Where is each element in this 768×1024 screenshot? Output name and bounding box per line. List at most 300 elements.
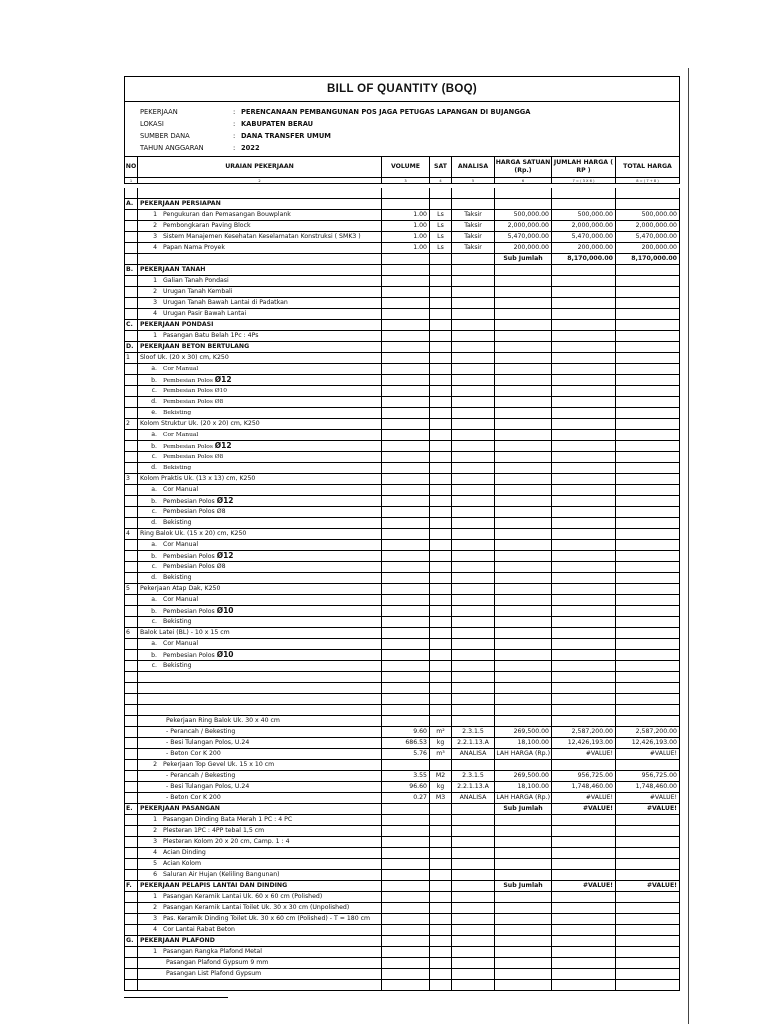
cell-sat	[429, 650, 451, 661]
cell-total-harga	[615, 837, 680, 848]
cell-uraian	[137, 936, 381, 947]
table-row	[124, 672, 680, 683]
cell-total-harga	[615, 276, 680, 287]
cell-harga-satuan	[494, 452, 551, 463]
cell-analisa: 2.2.1.13.A	[451, 782, 494, 793]
cell-sat	[429, 254, 451, 265]
cell-volume	[381, 683, 429, 694]
cell-volume	[381, 441, 429, 452]
cell-jumlah-harga	[551, 452, 615, 463]
cell-uraian	[137, 804, 381, 815]
info-value: PERENCANAAN PEMBANGUNAN POS JAGA PETUGAS LAPANGAN DI BUJANGGA	[241, 108, 531, 116]
description-text: PEKERJAAN TANAH	[140, 266, 206, 273]
cell-harga-satuan	[494, 463, 551, 474]
cell-sat	[429, 606, 451, 617]
cell-analisa	[451, 628, 494, 639]
cell-harga-satuan	[494, 584, 551, 595]
cell-analisa	[451, 254, 494, 265]
cell-no	[124, 210, 137, 221]
cell-total-harga	[615, 826, 680, 837]
table-row	[124, 507, 680, 518]
bar-diameter-text: Ø10	[216, 650, 234, 659]
cell-no: 1	[124, 353, 137, 364]
cell-uraian	[137, 199, 381, 210]
cell-jumlah-harga	[551, 485, 615, 496]
cell-harga-satuan	[494, 320, 551, 331]
cell-jumlah-harga	[551, 815, 615, 826]
cell-uraian	[137, 694, 381, 705]
cell-analisa	[451, 969, 494, 980]
cell-uraian	[137, 738, 381, 749]
table-row	[124, 749, 680, 760]
cell-uraian	[137, 320, 381, 331]
header-jumlah-harga: JUMLAH HARGA ( RP )	[551, 156, 615, 178]
cell-sat	[429, 298, 451, 309]
cell-total-harga	[615, 870, 680, 881]
cell-total-harga	[615, 320, 680, 331]
cell-uraian	[137, 496, 381, 507]
header-uraian: URAIAN PEKERJAAN	[137, 156, 381, 178]
table-row	[124, 958, 680, 969]
cell-uraian	[137, 331, 381, 342]
cell-jumlah-harga	[551, 419, 615, 430]
cell-no	[124, 364, 137, 375]
table-row	[124, 738, 680, 749]
cell-harga-satuan	[494, 815, 551, 826]
cell-sat	[429, 430, 451, 441]
header-no: NO	[124, 156, 137, 178]
sub-number: e.	[151, 409, 157, 416]
cell-no: B.	[124, 265, 137, 276]
cell-uraian	[137, 397, 381, 408]
sub-number: a.	[151, 431, 157, 438]
cell-no	[124, 848, 137, 859]
cell-total-harga	[615, 507, 680, 518]
header-number: 7 = ( 3 X 6 )	[551, 178, 615, 184]
cell-no: 3	[124, 474, 137, 485]
sub-number: 4	[153, 244, 157, 251]
cell-harga-satuan	[494, 397, 551, 408]
cell-analisa	[451, 859, 494, 870]
sub-number: 2	[153, 761, 157, 768]
cell-analisa	[451, 815, 494, 826]
cell-volume: 5.76	[381, 749, 429, 760]
cell-volume	[381, 562, 429, 573]
cell-volume	[381, 419, 429, 430]
cell-harga-satuan	[494, 573, 551, 584]
cell-analisa	[451, 540, 494, 551]
cell-total-harga	[615, 496, 680, 507]
cell-sat	[429, 331, 451, 342]
sub-number: a.	[151, 596, 157, 603]
cell-uraian	[137, 617, 381, 628]
cell-jumlah-harga	[551, 540, 615, 551]
cell-sat	[429, 980, 451, 991]
cell-total-harga	[615, 265, 680, 276]
table-row	[124, 716, 680, 727]
description-text: Pasangan Rangka Plafond Metal	[163, 948, 262, 955]
cell-jumlah-harga	[551, 584, 615, 595]
description-text: PEKERJAAN PERSIAPAN	[140, 200, 221, 207]
description-text: Urugan Pasir Bawah Lantai	[163, 310, 247, 317]
description-text: Pembesian Polos	[163, 553, 217, 560]
cell-uraian	[137, 430, 381, 441]
cell-no	[124, 727, 137, 738]
sub-number: 1	[153, 816, 157, 823]
cell-total-harga	[615, 342, 680, 353]
cell-analisa	[451, 364, 494, 375]
table-row	[124, 342, 680, 353]
cell-jumlah-harga	[551, 507, 615, 518]
header-number: 3	[381, 178, 429, 184]
info-separator: :	[233, 132, 236, 140]
description-text: - Perancah / Bekesting	[166, 728, 236, 735]
table-row	[124, 936, 680, 947]
cell-uraian	[137, 881, 381, 892]
table-row	[124, 705, 680, 716]
cell-volume	[381, 826, 429, 837]
cell-sat	[429, 309, 451, 320]
cell-uraian	[137, 639, 381, 650]
cell-volume	[381, 947, 429, 958]
cell-volume	[381, 485, 429, 496]
cell-jumlah-harga: 500,000.00	[551, 210, 615, 221]
cell-jumlah-harga	[551, 430, 615, 441]
cell-uraian	[137, 870, 381, 881]
cell-harga-satuan	[494, 265, 551, 276]
cell-uraian	[137, 287, 381, 298]
cell-analisa: Taksir	[451, 221, 494, 232]
cell-volume	[381, 870, 429, 881]
cell-analisa	[451, 573, 494, 584]
table-row	[124, 254, 680, 265]
cell-harga-satuan	[494, 562, 551, 573]
cell-sat	[429, 551, 451, 562]
cell-jumlah-harga	[551, 397, 615, 408]
cell-total-harga: 1,748,460.00	[615, 782, 680, 793]
table-row	[124, 628, 680, 639]
cell-harga-satuan	[494, 661, 551, 672]
cell-no	[124, 243, 137, 254]
table-row	[124, 815, 680, 826]
cell-uraian	[137, 441, 381, 452]
cell-uraian	[137, 463, 381, 474]
cell-no: A.	[124, 199, 137, 210]
table-row	[124, 463, 680, 474]
cell-volume	[381, 595, 429, 606]
cell-uraian	[137, 507, 381, 518]
cell-total-harga: #VALUE!	[615, 793, 680, 804]
cell-sat: m²	[429, 727, 451, 738]
cell-analisa	[451, 518, 494, 529]
cell-jumlah-harga	[551, 870, 615, 881]
cell-sat	[429, 397, 451, 408]
table-row	[124, 188, 680, 199]
cell-analisa	[451, 595, 494, 606]
cell-volume	[381, 408, 429, 419]
cell-analisa	[451, 452, 494, 463]
info-separator: :	[233, 108, 236, 116]
cell-uraian	[137, 925, 381, 936]
cell-no	[124, 870, 137, 881]
cell-sat	[429, 760, 451, 771]
header-sat: SAT	[429, 156, 451, 178]
table-row	[124, 452, 680, 463]
cell-harga-satuan	[494, 331, 551, 342]
table-row	[124, 727, 680, 738]
table-row	[124, 804, 680, 815]
cell-total-harga	[615, 903, 680, 914]
cell-harga-satuan: 18,100.00	[494, 782, 551, 793]
cell-no	[124, 738, 137, 749]
cell-no	[124, 782, 137, 793]
table-row	[124, 562, 680, 573]
sub-number: 3	[153, 233, 157, 240]
cell-volume	[381, 903, 429, 914]
cell-harga-satuan	[494, 507, 551, 518]
cell-harga-satuan	[494, 342, 551, 353]
table-row	[124, 529, 680, 540]
sub-number: 1	[153, 893, 157, 900]
description-text: Cor Manual	[163, 541, 199, 548]
cell-total-harga	[615, 430, 680, 441]
cell-jumlah-harga	[551, 309, 615, 320]
sub-number: 6	[153, 871, 157, 878]
sub-number: 4	[153, 310, 157, 317]
cell-sat: m³	[429, 749, 451, 760]
cell-harga-satuan	[494, 947, 551, 958]
cell-jumlah-harga	[551, 408, 615, 419]
cell-no: 5	[124, 584, 137, 595]
cell-harga-satuan	[494, 375, 551, 386]
table-row	[124, 408, 680, 419]
cell-jumlah-harga: 200,000.00	[551, 243, 615, 254]
cell-no	[124, 309, 137, 320]
cell-jumlah-harga	[551, 518, 615, 529]
cell-total-harga	[615, 474, 680, 485]
cell-harga-satuan	[494, 683, 551, 694]
cell-harga-satuan: 269,500.00	[494, 727, 551, 738]
cell-jumlah-harga	[551, 617, 615, 628]
cell-analisa	[451, 947, 494, 958]
cell-total-harga	[615, 287, 680, 298]
cell-no	[124, 298, 137, 309]
table-row	[124, 870, 680, 881]
cell-no	[124, 485, 137, 496]
cell-harga-satuan	[494, 980, 551, 991]
cell-harga-satuan: 18,100.00	[494, 738, 551, 749]
sub-number: d.	[151, 464, 157, 471]
cell-jumlah-harga: 8,170,000.00	[551, 254, 615, 265]
cell-volume	[381, 199, 429, 210]
info-separator: :	[233, 144, 236, 152]
cell-volume	[381, 386, 429, 397]
cell-no	[124, 221, 137, 232]
table-row	[124, 298, 680, 309]
table-row	[124, 771, 680, 782]
cell-harga-satuan	[494, 474, 551, 485]
info-value: 2022	[241, 144, 260, 152]
cell-volume	[381, 507, 429, 518]
cell-total-harga	[615, 716, 680, 727]
cell-total-harga	[615, 419, 680, 430]
cell-volume	[381, 628, 429, 639]
cell-total-harga: 12,426,193.00	[615, 738, 680, 749]
sub-number: b.	[151, 652, 157, 659]
sub-number: 2	[153, 904, 157, 911]
cell-sat	[429, 584, 451, 595]
cell-harga-satuan	[494, 496, 551, 507]
cell-analisa	[451, 804, 494, 815]
cell-no	[124, 815, 137, 826]
table-row	[124, 573, 680, 584]
description-text: Bekisting	[163, 465, 192, 471]
cell-sat	[429, 342, 451, 353]
cell-no	[124, 947, 137, 958]
cell-volume	[381, 573, 429, 584]
description-text: Sistem Manajemen Kesehatan Keselamatan Konstruksi ( SMK3 )	[163, 233, 361, 240]
cell-analisa	[451, 903, 494, 914]
cell-jumlah-harga	[551, 925, 615, 936]
cell-harga-satuan: 500,000.00	[494, 210, 551, 221]
cell-uraian	[137, 947, 381, 958]
cell-volume	[381, 276, 429, 287]
cell-no	[124, 188, 137, 199]
table-row	[124, 265, 680, 276]
header-analisa: ANALISA	[451, 156, 494, 178]
cell-analisa	[451, 562, 494, 573]
cell-total-harga: 5,470,000.00	[615, 232, 680, 243]
cell-volume: 3.55	[381, 771, 429, 782]
cell-sat	[429, 661, 451, 672]
cell-sat: kg	[429, 782, 451, 793]
cell-volume	[381, 287, 429, 298]
cell-jumlah-harga	[551, 595, 615, 606]
cell-harga-satuan	[494, 518, 551, 529]
cell-uraian	[137, 606, 381, 617]
cell-harga-satuan	[494, 199, 551, 210]
cell-sat	[429, 892, 451, 903]
cell-analisa: ANALISA	[451, 793, 494, 804]
cell-harga-satuan	[494, 650, 551, 661]
cell-jumlah-harga	[551, 474, 615, 485]
table-row	[124, 595, 680, 606]
cell-analisa	[451, 397, 494, 408]
cell-uraian	[137, 386, 381, 397]
description-text: Pembesian Polos Ø8	[163, 454, 224, 460]
cell-total-harga	[615, 540, 680, 551]
cell-sat	[429, 474, 451, 485]
cell-total-harga	[615, 639, 680, 650]
table-row	[124, 364, 680, 375]
description-text: Acian Kolom	[163, 860, 201, 867]
bar-diameter-text: Ø12	[214, 441, 232, 450]
description-text: Sloof Uk. (20 x 30) cm, K250	[140, 354, 229, 361]
sub-number: c.	[151, 387, 157, 394]
cell-no	[124, 595, 137, 606]
cell-analisa	[451, 265, 494, 276]
info-label: PEKERJAAN	[140, 108, 178, 116]
sub-number: d.	[151, 519, 157, 526]
table-row	[124, 606, 680, 617]
cell-no: C.	[124, 320, 137, 331]
description-text: Pembesian Polos	[163, 444, 215, 450]
table-row	[124, 199, 680, 210]
cell-harga-satuan	[494, 870, 551, 881]
description-text: Pasangan Keramik Lantai Toilet Uk. 30 x 30 cm (Unpolished)	[163, 904, 350, 911]
cell-volume	[381, 705, 429, 716]
cell-sat: kg	[429, 738, 451, 749]
cell-volume	[381, 837, 429, 848]
cell-jumlah-harga	[551, 441, 615, 452]
cell-jumlah-harga	[551, 331, 615, 342]
cell-no: 2	[124, 419, 137, 430]
cell-volume	[381, 320, 429, 331]
description-text: Saluran Air Hujan (Keliling Bangunan)	[163, 871, 280, 878]
cell-jumlah-harga	[551, 826, 615, 837]
cell-volume	[381, 804, 429, 815]
table-row	[124, 309, 680, 320]
cell-harga-satuan	[494, 408, 551, 419]
cell-no	[124, 892, 137, 903]
table-row	[124, 584, 680, 595]
table-row	[124, 232, 680, 243]
cell-jumlah-harga: 1,748,460.00	[551, 782, 615, 793]
sub-number: 3	[153, 299, 157, 306]
cell-sat	[429, 386, 451, 397]
cell-volume	[381, 298, 429, 309]
cell-no	[124, 826, 137, 837]
cell-uraian	[137, 364, 381, 375]
cell-volume	[381, 716, 429, 727]
cell-no: G.	[124, 936, 137, 947]
cell-analisa	[451, 683, 494, 694]
description-text: Pembesian Polos Ø8	[163, 563, 226, 570]
cell-jumlah-harga	[551, 848, 615, 859]
cell-volume	[381, 892, 429, 903]
cell-no	[124, 551, 137, 562]
table-row	[124, 419, 680, 430]
cell-harga-satuan: Sub Jumlah	[494, 881, 551, 892]
description-text: Pekerjaan Atap Dak, K250	[140, 585, 221, 592]
cell-harga-satuan	[494, 716, 551, 727]
cell-total-harga	[615, 298, 680, 309]
cell-uraian	[137, 815, 381, 826]
cell-uraian	[137, 573, 381, 584]
cell-total-harga: #VALUE!	[615, 804, 680, 815]
cell-analisa	[451, 881, 494, 892]
cell-no	[124, 254, 137, 265]
cell-sat	[429, 881, 451, 892]
cell-harga-satuan	[494, 837, 551, 848]
table-row	[124, 540, 680, 551]
cell-sat	[429, 320, 451, 331]
cell-jumlah-harga: 5,470,000.00	[551, 232, 615, 243]
cell-sat	[429, 903, 451, 914]
cell-harga-satuan	[494, 276, 551, 287]
cell-analisa	[451, 474, 494, 485]
sub-number: c.	[151, 508, 157, 515]
cell-uraian	[137, 188, 381, 199]
cell-no	[124, 793, 137, 804]
cell-analisa	[451, 342, 494, 353]
table-row	[124, 276, 680, 287]
cell-analisa	[451, 188, 494, 199]
cell-total-harga	[615, 562, 680, 573]
cell-volume	[381, 859, 429, 870]
cell-harga-satuan	[494, 287, 551, 298]
cell-uraian	[137, 353, 381, 364]
